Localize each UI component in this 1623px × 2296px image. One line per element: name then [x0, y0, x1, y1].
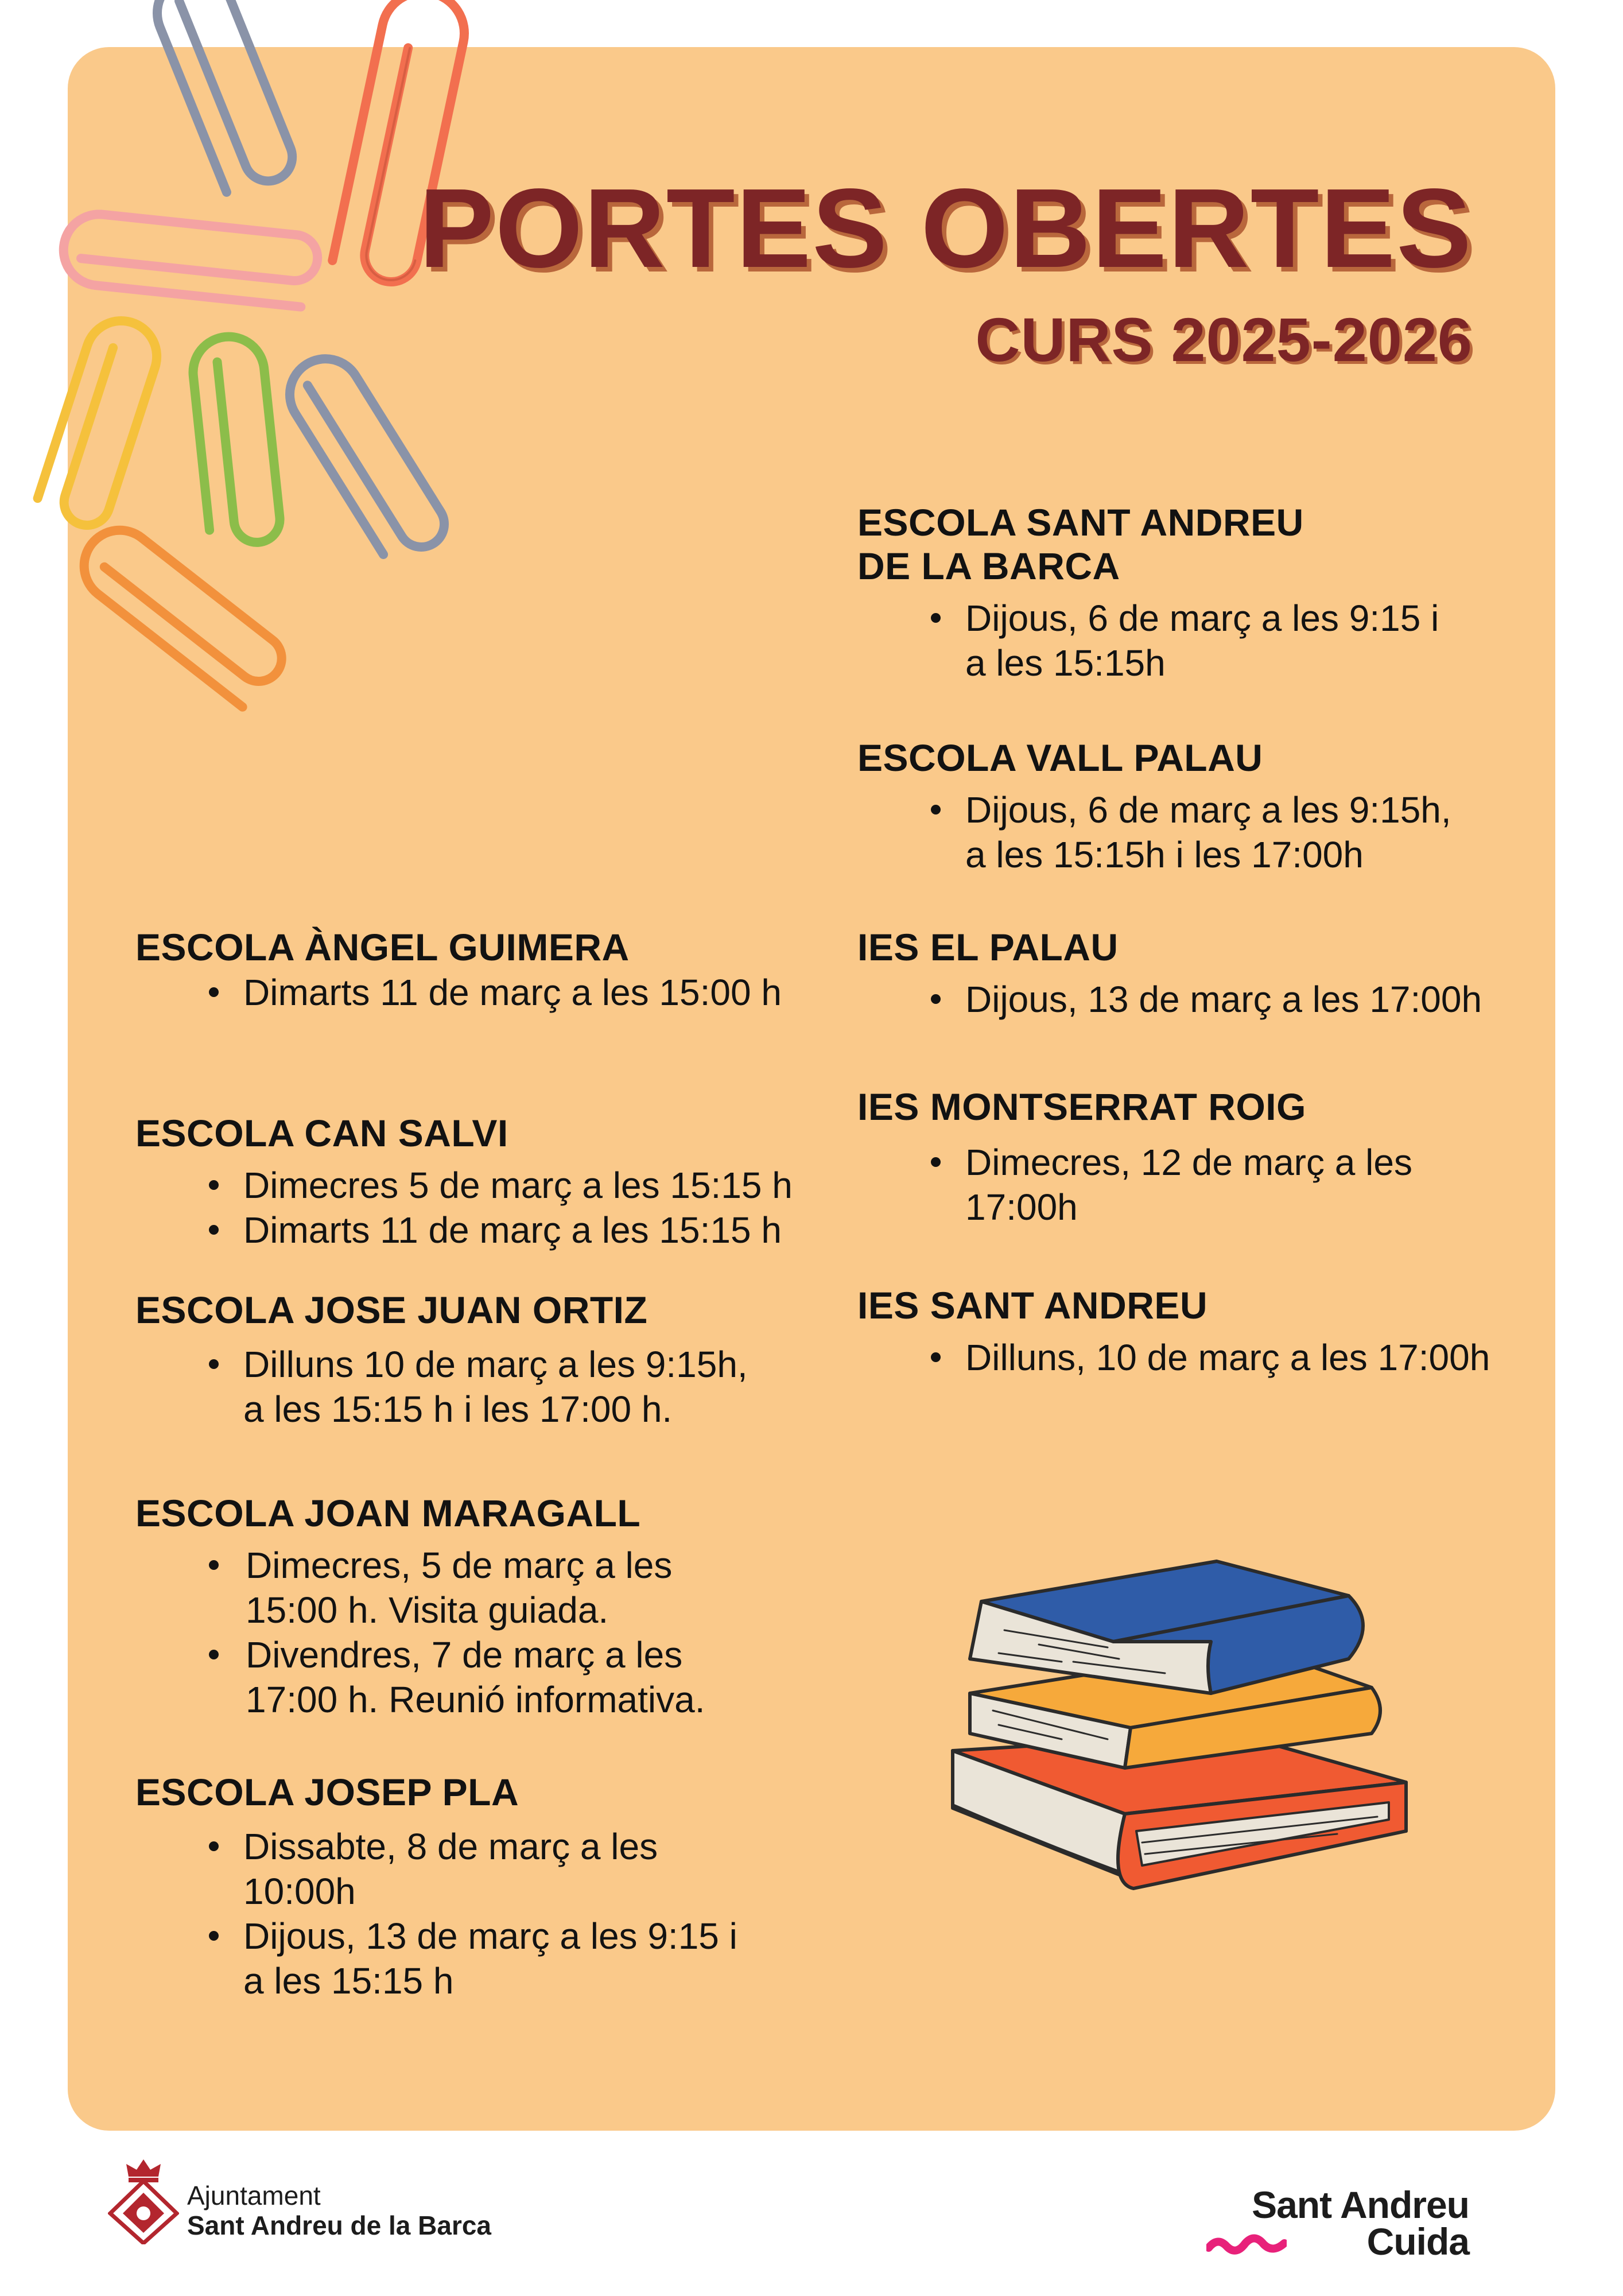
bullet-icon [209, 1841, 219, 1851]
school-block [135, 1770, 853, 2003]
session-list [857, 596, 1523, 685]
bullet-icon [209, 1225, 219, 1235]
bullet-icon [209, 987, 219, 997]
bullet-icon [931, 1352, 941, 1362]
school-block [857, 501, 1523, 685]
session-list [857, 977, 1523, 1022]
page-subtitle: CURS 2025-2026 [975, 305, 1473, 374]
bullet-icon [209, 1180, 219, 1190]
bullet-icon [209, 1359, 219, 1369]
council-crest-icon [108, 2158, 179, 2244]
school-name: ESCOLA JOAN MARAGALL [135, 1492, 641, 1534]
session-item: Dijous, 13 de març a les 9:15 i a les 15:15 h [135, 1914, 853, 2003]
brand-logo [1205, 2185, 1469, 2265]
session-item: Dissabte, 8 de març a les 10:00h [135, 1824, 853, 1914]
bullet-icon [931, 613, 941, 623]
page-title: PORTES OBERTES [419, 165, 1473, 291]
session-list [135, 1543, 853, 1722]
session-list [135, 970, 853, 1015]
school-block [857, 1283, 1523, 1380]
school-block [135, 1111, 853, 1252]
school-block [857, 1085, 1523, 1230]
session-item: Dimarts 11 de març a les 15:15 h [135, 1208, 853, 1252]
session-item: Dimarts 11 de març a les 15:00 h [135, 970, 853, 1015]
school-name: ESCOLA VALL PALAU [857, 736, 1263, 779]
brand-line-1: Sant Andreu [1252, 2183, 1469, 2226]
school-name: ESCOLA JOSEP PLA [135, 1771, 519, 1813]
school-name: ESCOLA CAN SALVI [135, 1112, 508, 1154]
school-block [857, 925, 1523, 1022]
bullet-icon [931, 1157, 941, 1167]
session-item: Divendres, 7 de març a les 17:00 h. Reunió informativa. [135, 1632, 853, 1722]
session-list [857, 1140, 1523, 1230]
session-item: Dimecres, 12 de març a les 17:00h [857, 1140, 1523, 1230]
wave-mark-icon [1206, 2231, 1287, 2256]
session-list [135, 1824, 853, 2003]
session-list [135, 1163, 853, 1252]
session-item: Dijous, 6 de març a les 9:15h, a les 15:15h i les 17:00h [857, 788, 1523, 877]
session-item: Dilluns, 10 de març a les 17:00h [857, 1335, 1523, 1380]
bullet-icon [209, 1650, 219, 1659]
school-name: IES MONTSERRAT ROIG [857, 1085, 1306, 1128]
school-block [135, 1288, 853, 1432]
school-name: IES SANT ANDREU [857, 1284, 1208, 1327]
bullet-icon [209, 1931, 219, 1941]
brand-line-2: Cuida [1366, 2220, 1469, 2263]
books-stack-icon [935, 1544, 1418, 1940]
session-item: Dimecres, 5 de març a les 15:00 h. Visita guiada. [135, 1543, 853, 1632]
bullet-icon [209, 1560, 219, 1570]
school-block [135, 925, 853, 1015]
bullet-icon [931, 994, 941, 1004]
school-block [135, 1491, 853, 1722]
bullet-icon [931, 805, 941, 815]
session-list [857, 1335, 1523, 1380]
session-item: Dilluns 10 de març a les 9:15h, a les 15:15 h i les 17:00 h. [135, 1342, 853, 1432]
school-name: ESCOLA SANT ANDREU DE LA BARCA [857, 501, 1304, 587]
school-name: ESCOLA ÀNGEL GUIMERA [135, 926, 630, 968]
session-item: Dimecres 5 de març a les 15:15 h [135, 1163, 853, 1208]
council-line-1: Ajuntament [187, 2181, 321, 2210]
school-name: ESCOLA JOSE JUAN ORTIZ [135, 1289, 648, 1331]
session-item: Dijous, 13 de març a les 17:00h [857, 977, 1523, 1022]
session-list [135, 1342, 853, 1432]
session-list [857, 788, 1523, 877]
school-name: IES EL PALAU [857, 926, 1119, 968]
wave-divider [0, 2043, 1623, 2135]
session-item: Dijous, 6 de març a les 9:15 i a les 15:15h [857, 596, 1523, 685]
school-block [857, 736, 1523, 877]
council-line-2: Sant Andreu de la Barca [187, 2210, 492, 2240]
